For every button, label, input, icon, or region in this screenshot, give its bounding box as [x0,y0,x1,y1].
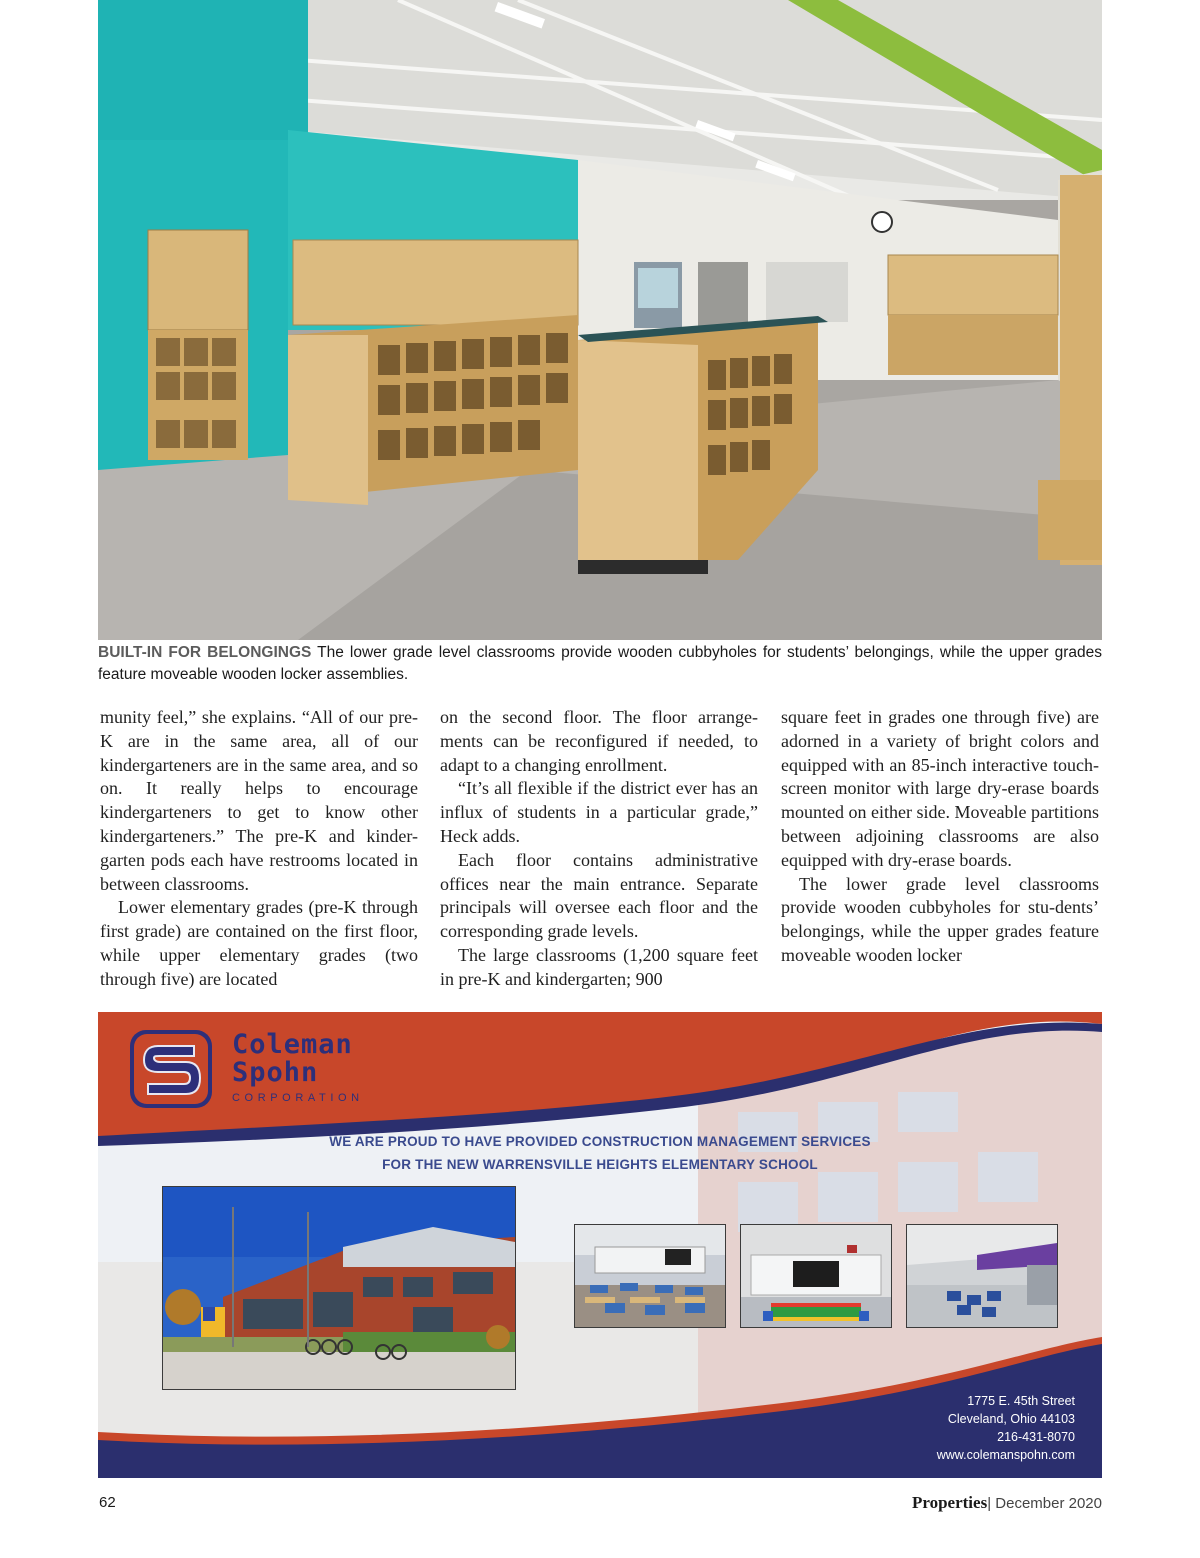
ad-contact-block [937,1392,1075,1464]
ad-website-link[interactable]: www.colemanspohn.com [936,1448,1075,1462]
article-column-2 [440,706,758,992]
article-paragraph: square feet in grades one through five) are adorned in a variety of bright colors and equipped with an 85-inch interactive touch-screen monitor with large dry-erase boards mounted on either side. Moveable partitions between adjoining classrooms are also equipped with dry-erase boards. [781,707,1099,870]
article-paragraph: “It’s all flexible if the district ever has an influx of students in a particular grade,” Heck adds. [440,778,758,846]
footer-publication [912,1493,1102,1513]
article-paragraph: Lower elementary grades (pre-K through first grade) are contained on the first floor, while upper elementary grades (two through five) are located [100,897,418,989]
article-paragraph: The lower grade level classrooms provide wooden cubbyholes for stu-dents’ belongings, while the upper grades feature moveable wooden locker [781,873,1099,965]
article-paragraph: Each floor contains administrative offices near the main entrance. Separate principals will oversee each floor and the corresponding grade levels. [440,849,758,942]
hero-photo [98,0,1102,640]
issue-date: December 2020 [995,1495,1102,1512]
caption-text: The lower grade level classrooms provide wooden cubbyholes for students’ belongings, while the upper grades feature moveable wooden locker assemblies. [98,644,1102,683]
ad-address-street: 1775 E. 45th Street [967,1394,1075,1408]
footer-separator: | [987,1495,992,1512]
article-column-3 [781,706,1099,968]
article-paragraph: on the second floor. The floor arrange-ments can be reconfigured if needed, to adapt to a changing enrollment. [440,707,758,775]
logo-wordmark-line3: CORPORATION [232,1092,364,1104]
classroom-interior-photo-2 [740,1224,892,1328]
photo-caption [98,642,1102,686]
article-column-1 [100,706,418,992]
ad-address-city: Cleveland, Ohio 44103 [947,1412,1075,1426]
coleman-spohn-advertisement [98,1012,1102,1478]
ad-headline-line1: WE ARE PROUD TO HAVE PROVIDED CONSTRUCTION MANAGEMENT SERVICES [329,1134,871,1149]
logo-wordmark-line2: Spohn [232,1057,319,1088]
caption-kicker: BUILT-IN FOR BELONGINGS [98,644,312,661]
page-number: 62 [99,1494,116,1511]
logo-wordmark-line1: Coleman [232,1029,353,1060]
publication-name: Properties [911,1493,988,1512]
school-exterior-photo [162,1186,516,1390]
classroom-interior-photo-1 [574,1224,726,1328]
classroom-interior-photo-3 [906,1224,1058,1328]
article-paragraph: The large classrooms (1,200 square feet in pre-K and kindergarten; 900 [440,944,758,989]
classroom-cubbies-illustration [98,0,1102,640]
coleman-spohn-logo-icon [128,1028,214,1110]
ad-headline-line2: FOR THE NEW WARRENSVILLE HEIGHTS ELEMENTARY SCHOOL [382,1157,818,1172]
ad-phone: 216-431-8070 [997,1430,1075,1444]
article-paragraph: munity feel,” she explains. “All of our pre-K are in the same area, all of our kindergarteners are in the same area, and so on. It really helps to encourage kindergarteners to get to know other kindergarteners.” The pre-K and kinder-garten pods each have restrooms located in between classrooms. [100,707,418,894]
